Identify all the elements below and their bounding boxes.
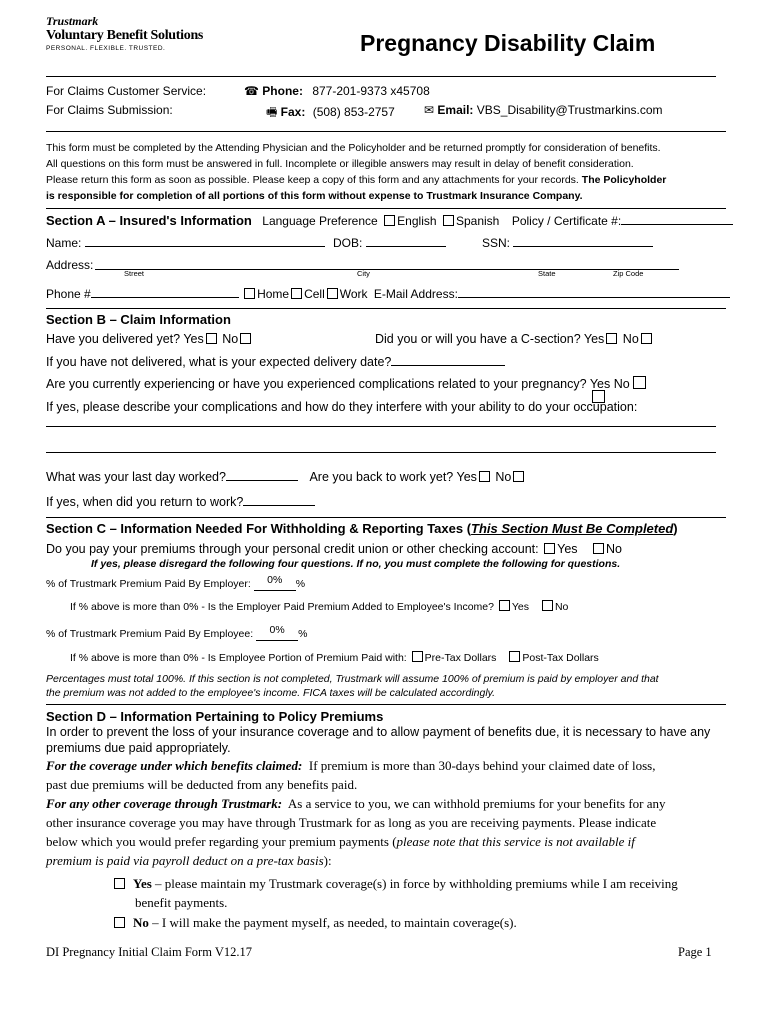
credit-union-question: Do you pay your premiums through your personal credit union or other checking account: bbox=[46, 542, 539, 556]
option-no-label: No bbox=[133, 915, 149, 930]
fax-value: (508) 853-2757 bbox=[312, 105, 395, 119]
dob-field[interactable] bbox=[366, 246, 446, 247]
describe-line-1[interactable] bbox=[46, 426, 716, 427]
credit-union-yes-label: Yes bbox=[557, 542, 578, 556]
email-label: Email: bbox=[437, 103, 474, 117]
name-field[interactable] bbox=[85, 246, 325, 247]
employer-added-question: If % above is more than 0% - Is the Employer Paid Premium Added to Employee's Income? bbox=[70, 601, 494, 613]
cell-checkbox[interactable] bbox=[291, 288, 302, 299]
section-a-header bbox=[46, 212, 733, 230]
section-c-title bbox=[46, 521, 678, 536]
return-date-field[interactable] bbox=[243, 505, 315, 506]
section-c-title-close: ) bbox=[673, 521, 678, 536]
ssn-row bbox=[482, 236, 653, 250]
dob-label: DOB: bbox=[333, 236, 363, 250]
section-b-title: Section B – Claim Information bbox=[46, 312, 231, 327]
section-d-intro bbox=[46, 724, 710, 756]
other-coverage-text-3: below which you would prefer regarding your premium payments ( bbox=[46, 834, 397, 849]
spanish-label: Spanish bbox=[455, 214, 500, 228]
other-coverage-note: please note that this service is not available if bbox=[396, 834, 635, 849]
footer-form-id: DI Pregnancy Initial Claim Form V12.17 bbox=[46, 945, 252, 959]
employer-pct-label: % of Trustmark Premium Paid By Employer: bbox=[46, 578, 251, 590]
address-label: Address: bbox=[46, 258, 94, 272]
ssn-field[interactable] bbox=[513, 246, 653, 247]
option-no bbox=[112, 915, 517, 931]
csection-yes-checkbox[interactable] bbox=[606, 333, 617, 344]
page-title: Pregnancy Disability Claim bbox=[360, 30, 656, 56]
post-tax-label: Post-Tax Dollars bbox=[522, 652, 599, 664]
title-rule bbox=[46, 76, 716, 77]
csection-row bbox=[375, 332, 654, 346]
describe-line-2[interactable] bbox=[46, 452, 716, 453]
logo-brand: Voluntary Benefit Solutions bbox=[46, 28, 204, 43]
back-yes-checkbox[interactable] bbox=[479, 471, 490, 482]
employee-portion-row bbox=[70, 651, 599, 664]
language-label: Language Preference bbox=[262, 214, 378, 228]
back-question: Are you back to work yet? bbox=[309, 470, 454, 484]
delivered-row bbox=[46, 332, 253, 346]
complications-question: Are you currently experiencing or have you experienced complications related to your pregnancy? bbox=[46, 377, 587, 391]
employee-pct-value[interactable]: 0% bbox=[269, 624, 285, 636]
pre-tax-checkbox[interactable] bbox=[412, 651, 423, 662]
employer-added-yes-checkbox[interactable] bbox=[499, 600, 510, 611]
intro-text bbox=[46, 140, 666, 204]
fax-line bbox=[266, 103, 395, 124]
dob-row bbox=[333, 236, 446, 250]
section-d-line-1: In order to prevent the loss of your insurance coverage and to allow payment of benefits due, it is necessary to have any bbox=[46, 725, 711, 739]
employer-added-row bbox=[70, 600, 568, 613]
option-yes bbox=[112, 874, 678, 912]
intro-line-3: Please return this form as soon as possible. Please keep a copy of this form and any attachments for your records. bbox=[46, 174, 579, 186]
section-d-title: Section D – Information Pertaining to Policy Premiums bbox=[46, 709, 384, 724]
credit-union-row bbox=[46, 542, 622, 556]
cell-label: Cell bbox=[304, 287, 325, 301]
expected-date-row bbox=[46, 355, 505, 369]
section-d-rule bbox=[46, 704, 726, 705]
expected-date-question: If you have not delivered, what is your expected delivery date? bbox=[46, 355, 392, 369]
employer-pct-row: % of Trustmark Premium Paid By Employer: 0% % bbox=[46, 574, 306, 590]
section-c-required: This Section Must Be Completed bbox=[471, 521, 674, 536]
option-yes-label: Yes bbox=[133, 876, 152, 891]
work-checkbox[interactable] bbox=[327, 288, 338, 299]
section-c-title-text: Section C – Information Needed For Withholding & Reporting Taxes ( bbox=[46, 521, 472, 536]
credit-union-no-checkbox[interactable] bbox=[593, 543, 604, 554]
phone-number-label: Phone # bbox=[46, 287, 91, 301]
last-day-row bbox=[46, 470, 526, 484]
submission-label: For Claims Submission: bbox=[46, 103, 173, 117]
option-yes-text-2: benefit payments. bbox=[135, 895, 228, 910]
home-label: Home bbox=[257, 287, 290, 301]
other-coverage-label: For any other coverage through Trustmark: bbox=[46, 796, 283, 811]
street-caption: Street bbox=[124, 269, 145, 278]
claimed-coverage-text: If premium is more than 30-days behind your claimed date of loss, bbox=[308, 758, 656, 773]
section-a-title: Section A – Insured's Information bbox=[46, 213, 252, 228]
delivered-yes-label: Yes bbox=[183, 332, 204, 346]
email-address-field[interactable] bbox=[458, 297, 730, 298]
state-caption: State bbox=[538, 269, 556, 278]
complications-yes-label: Yes bbox=[589, 377, 611, 391]
intro-line-2: All questions on this form must be answered in full. Incomplete or illegible answers may result in delay of benefit consideration. bbox=[46, 158, 634, 170]
delivered-no-checkbox[interactable] bbox=[240, 333, 251, 344]
fax-label: Fax: bbox=[280, 105, 306, 119]
footer-page-number: Page 1 bbox=[678, 945, 712, 959]
last-day-question: What was your last day worked? bbox=[46, 470, 226, 484]
employer-pct-value[interactable]: 0% bbox=[267, 574, 283, 586]
complications-row bbox=[46, 377, 630, 391]
other-coverage-close: ): bbox=[323, 853, 332, 868]
english-checkbox[interactable] bbox=[384, 215, 395, 226]
employee-pct-label: % of Trustmark Premium Paid By Employee: bbox=[46, 628, 254, 640]
complications-no-checkbox[interactable] bbox=[633, 376, 646, 389]
contact-rule bbox=[46, 131, 726, 132]
employee-pct-row: % of Trustmark Premium Paid By Employee: 0% % bbox=[46, 624, 308, 640]
back-no-checkbox[interactable] bbox=[513, 471, 524, 482]
section-d-body bbox=[46, 756, 666, 870]
policy-field[interactable] bbox=[621, 224, 733, 225]
phone-icon: ☎ bbox=[244, 84, 259, 98]
ssn-label: SSN: bbox=[482, 236, 511, 250]
option-yes-checkbox[interactable] bbox=[114, 878, 125, 889]
back-no-label: No bbox=[495, 470, 512, 484]
phone-number-field[interactable] bbox=[91, 297, 239, 298]
section-c-instruction: If yes, please disregard the following four questions. If no, you must complete the following for questions. bbox=[91, 558, 621, 570]
csection-yes-label: Yes bbox=[583, 332, 605, 346]
name-label: Name: bbox=[46, 236, 82, 250]
section-c-note-line-1: Percentages must total 100%. If this section is not completed, Trustmark will assume 100% of premium is paid by employer and that bbox=[46, 673, 659, 685]
phone-row bbox=[46, 287, 730, 301]
option-yes-text: – please maintain my Trustmark coverage(s) in force by withholding premiums while I am receiving bbox=[151, 876, 678, 891]
phone-label: Phone: bbox=[262, 84, 303, 98]
email-line bbox=[424, 103, 663, 117]
intro-line-1: This form must be completed by the Attending Physician and the Policyholder and be returned promptly for consideration of benefits. bbox=[46, 142, 661, 154]
section-d-line-2: premiums due paid appropriately. bbox=[46, 741, 231, 755]
section-c-note-line-2: the premium was not added to the employee's income. FICA taxes will be calculated accordingly. bbox=[46, 687, 496, 699]
csection-question: Did you or will you have a C-section? bbox=[375, 332, 581, 346]
claimed-coverage-text-2: past due premiums will be deducted from any benefits paid. bbox=[46, 777, 358, 792]
logo-company: Trustmark bbox=[46, 14, 99, 28]
option-no-text: – I will make the payment myself, as needed, to maintain coverage(s). bbox=[148, 915, 517, 930]
other-coverage-text-2: other insurance coverage you may have through Trustmark for as long as you are receiving payments. Please indicate bbox=[46, 815, 657, 830]
credit-union-yes-checkbox[interactable] bbox=[544, 543, 555, 554]
home-checkbox[interactable] bbox=[244, 288, 255, 299]
other-coverage-text: As a service to you, we can withhold premiums for your benefits for any bbox=[287, 796, 666, 811]
policy-label: Policy / Certificate #: bbox=[511, 214, 622, 228]
intro-line-3-bold: The Policyholder bbox=[581, 174, 667, 186]
section-a-rule bbox=[46, 208, 726, 209]
option-no-checkbox[interactable] bbox=[114, 917, 125, 928]
zip-caption: Zip Code bbox=[613, 269, 644, 278]
pre-tax-label: Pre-Tax Dollars bbox=[424, 652, 497, 664]
other-coverage-note-2: premium is paid via payroll deduct on a pre-tax basis bbox=[46, 853, 324, 868]
work-label: Work bbox=[339, 287, 368, 301]
complications-no-label: No bbox=[613, 377, 630, 391]
spanish-checkbox[interactable] bbox=[443, 215, 454, 226]
section-c-rule bbox=[46, 517, 726, 518]
claimed-coverage-label: For the coverage under which benefits claimed: bbox=[46, 758, 303, 773]
logo-tagline: PERSONAL. FLEXIBLE. TRUSTED. bbox=[46, 45, 166, 52]
email-value[interactable]: VBS_Disability@Trustmarkins.com bbox=[476, 103, 663, 117]
return-question: If yes, when did you return to work? bbox=[46, 495, 244, 509]
email-address-label: E-Mail Address: bbox=[373, 287, 458, 301]
address-field[interactable] bbox=[95, 269, 679, 270]
describe-question: If yes, please describe your complications and how do they interfere with your ability to do your occupation: bbox=[46, 400, 638, 414]
city-caption: City bbox=[357, 269, 370, 278]
logo bbox=[46, 14, 203, 52]
intro-line-4-bold: is responsible for completion of all portions of this form without expense to Trustmark Insurance Company. bbox=[46, 190, 583, 202]
employee-portion-question: If % above is more than 0% - Is Employee Portion of Premium Paid with: bbox=[70, 652, 407, 664]
credit-union-no-label: No bbox=[606, 542, 622, 556]
delivered-question: Have you delivered yet? bbox=[46, 332, 181, 346]
csection-no-label: No bbox=[622, 332, 639, 346]
phone-line bbox=[244, 84, 430, 98]
employer-added-no-checkbox[interactable] bbox=[542, 600, 553, 611]
delivered-yes-checkbox[interactable] bbox=[206, 333, 217, 344]
section-b-rule bbox=[46, 308, 726, 309]
employer-added-yes-label: Yes bbox=[511, 601, 530, 613]
employer-added-no-label: No bbox=[554, 601, 569, 613]
back-yes-label: Yes bbox=[456, 470, 477, 484]
section-c-note bbox=[46, 672, 659, 700]
customer-service-label: For Claims Customer Service: bbox=[46, 84, 207, 98]
return-row bbox=[46, 495, 315, 509]
expected-date-field[interactable] bbox=[391, 365, 505, 366]
fax-icon: 🖷 bbox=[266, 105, 278, 119]
phone-value: 877-201-9373 x45708 bbox=[312, 84, 430, 98]
post-tax-checkbox[interactable] bbox=[509, 651, 520, 662]
name-row bbox=[46, 236, 325, 250]
delivered-no-label: No bbox=[222, 332, 239, 346]
envelope-icon: ✉ bbox=[424, 103, 435, 117]
last-day-field[interactable] bbox=[226, 480, 298, 481]
csection-no-checkbox[interactable] bbox=[641, 333, 652, 344]
english-label: English bbox=[397, 214, 437, 228]
